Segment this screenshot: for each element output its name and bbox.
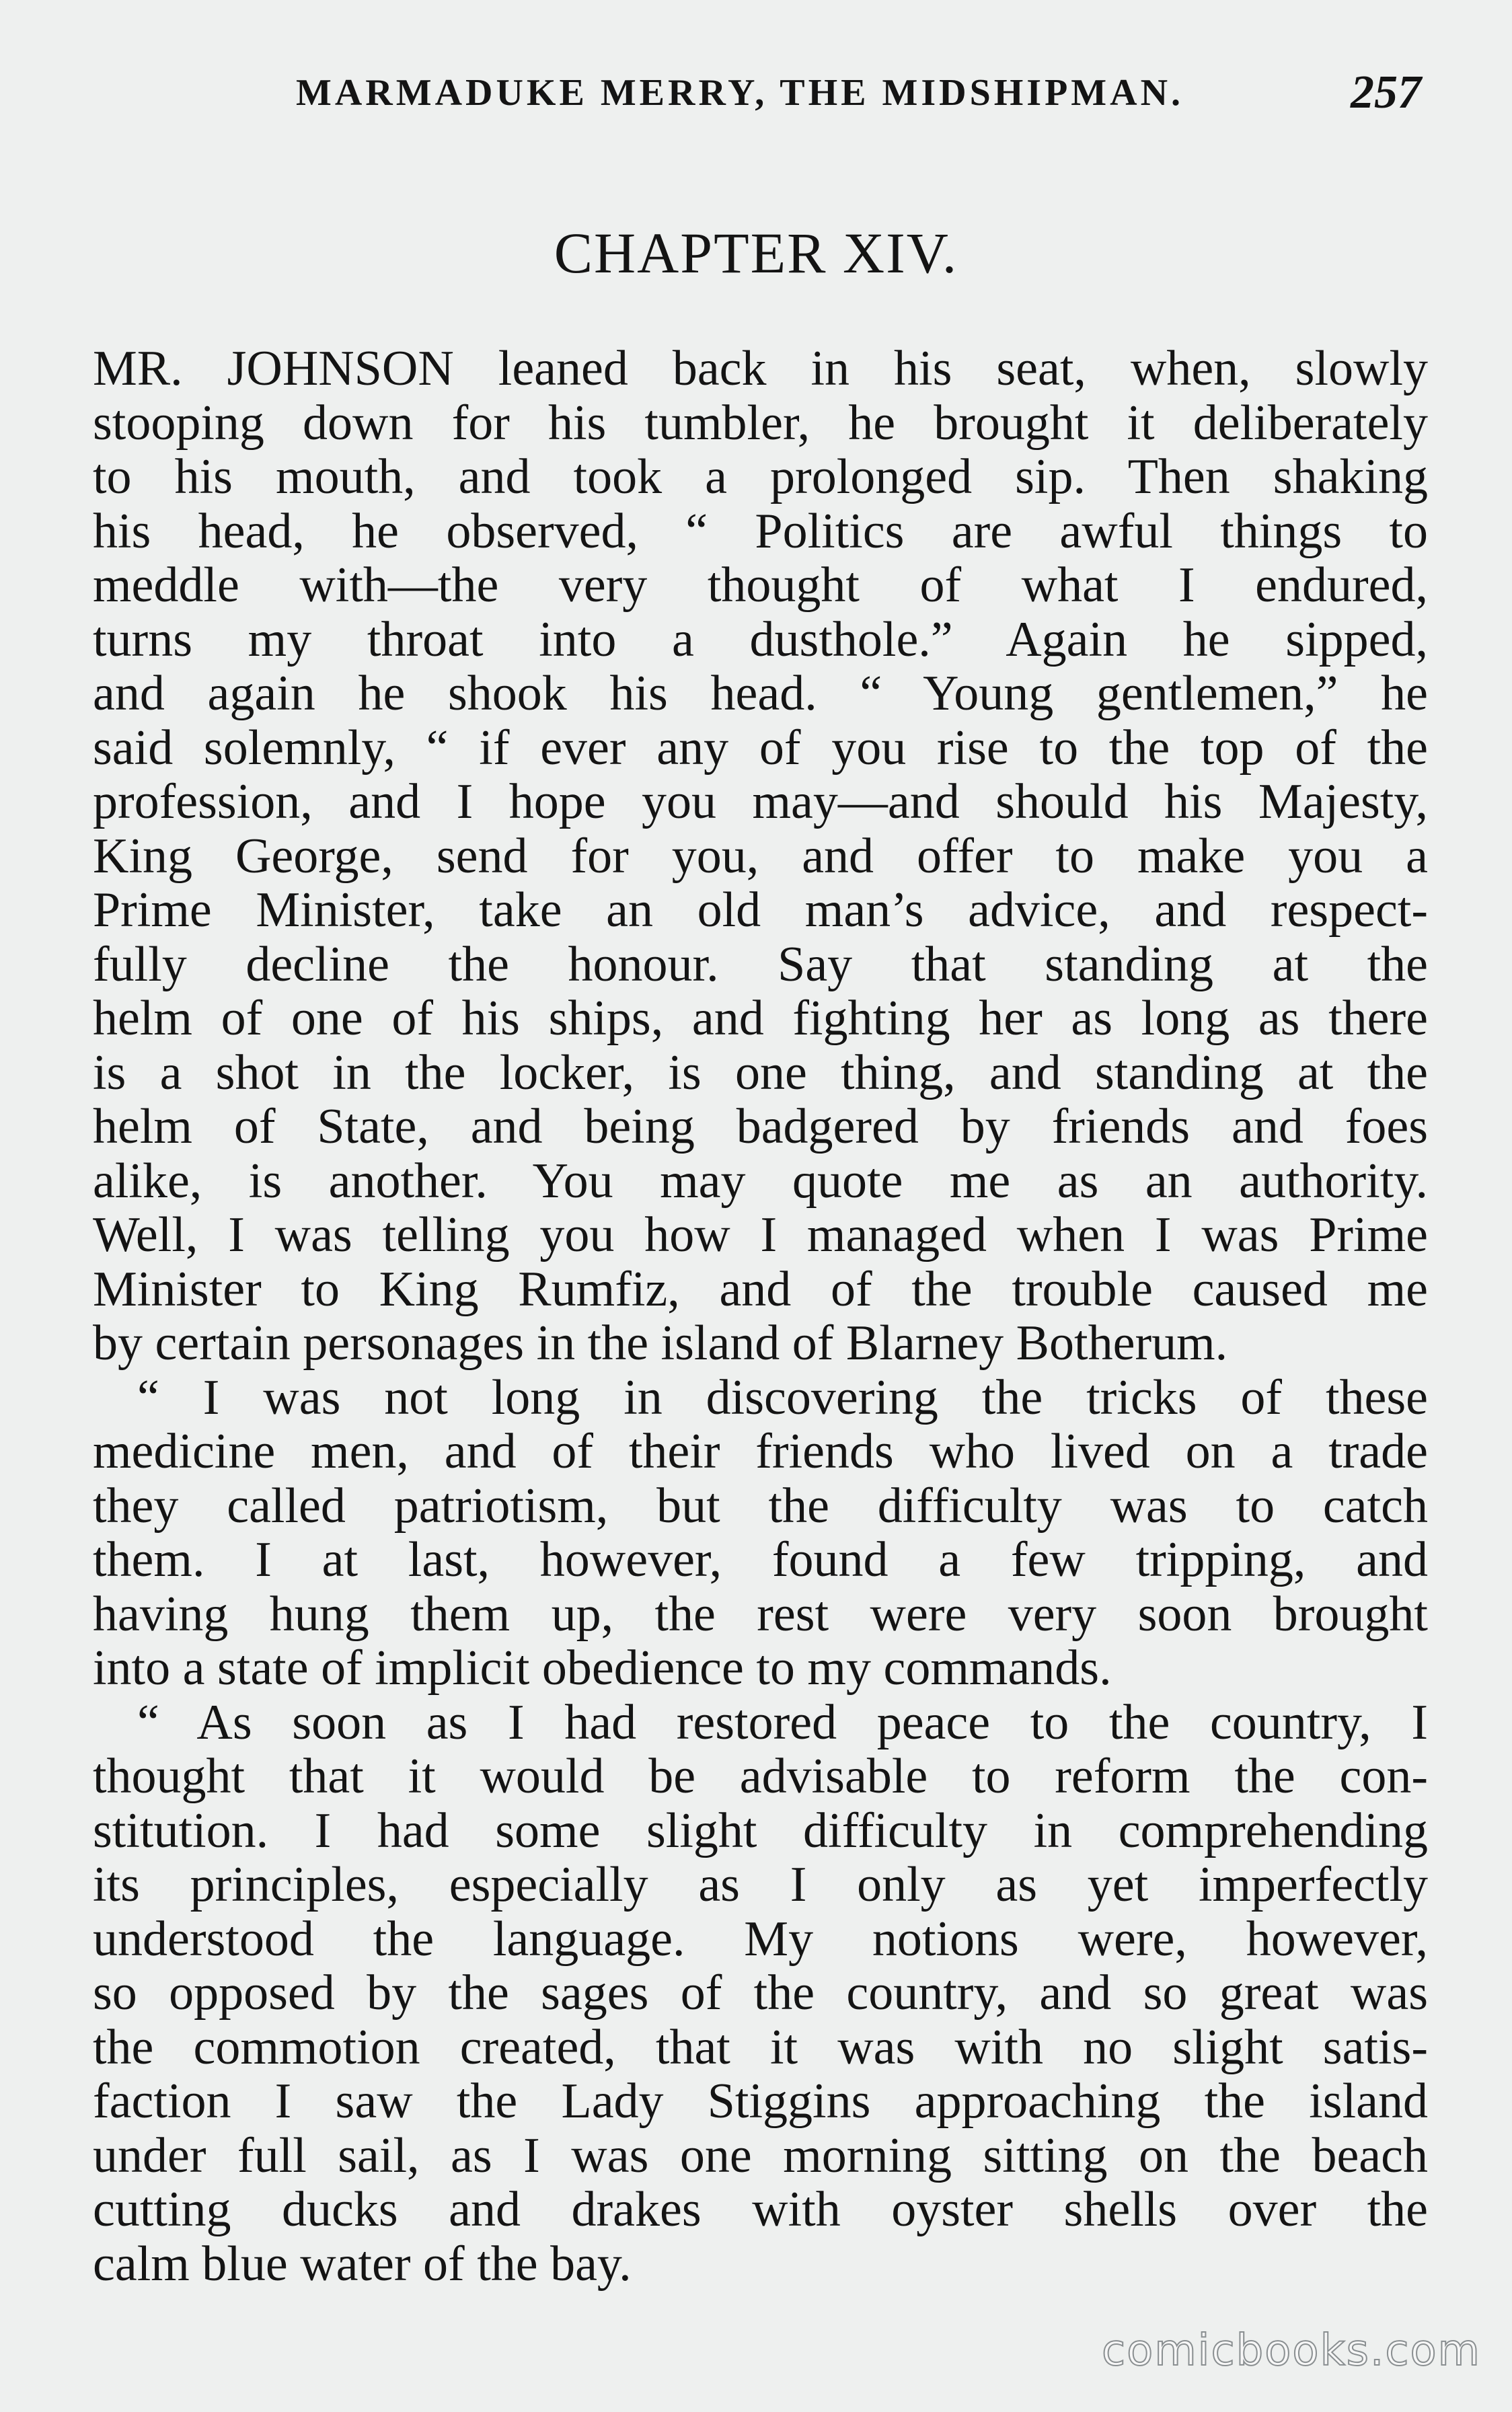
text-line: is a shot in the locker, is one thing, and standing at the: [93, 1045, 1428, 1100]
text-line: to his mouth, and took a prolonged sip. Then shaking: [93, 449, 1428, 504]
running-head: MARMADUKE MERRY, THE MIDSHIPMAN.: [296, 72, 1184, 114]
text-line: King George, send for you, and offer to make you a: [93, 828, 1428, 884]
text-line: Minister to King Rumfiz, and of the trouble caused me: [93, 1261, 1428, 1317]
text-line: stooping down for his tumbler, he brought it deliberately: [93, 395, 1428, 451]
text-line: medicine men, and of their friends who lived on a trade: [93, 1424, 1428, 1479]
text-line: under full sail, as I was one morning sitting on the beach: [93, 2127, 1428, 2183]
text-line: the commotion created, that it was with no slight satis-: [93, 2019, 1428, 2075]
text-line: fully decline the honour. Say that standing at the: [93, 936, 1428, 992]
watermark-logo: comicbooks.com: [1101, 2326, 1481, 2376]
text-line: alike, is another. You may quote me as an authority.: [93, 1153, 1428, 1209]
text-line: Prime Minister, take an old man’s advice, and respect-: [93, 882, 1428, 938]
chapter-title: CHAPTER XIV.: [554, 221, 958, 285]
text-line: Well, I was telling you how I managed when I was Prime: [93, 1207, 1428, 1262]
text-line: into a state of implicit obedience to my commands.: [93, 1641, 1112, 1696]
text-line: stitution. I had some slight difficulty in comprehending: [93, 1803, 1428, 1858]
text-line: and again he shook his head. “ Young gentlemen,” he: [93, 666, 1428, 721]
text-line: cutting ducks and drakes with oyster shells over the: [93, 2182, 1428, 2237]
text-line: so opposed by the sages of the country, and so great was: [93, 1965, 1428, 2021]
page-number: 257: [1351, 67, 1421, 118]
text-line: “ As soon as I had restored peace to the country, I: [137, 1694, 1428, 1750]
text-line: profession, and I hope you may—and should his Majesty,: [93, 774, 1428, 829]
text-line: said solemnly, “ if ever any of you rise to the top of the: [93, 720, 1428, 776]
text-line: calm blue water of the bay.: [93, 2236, 632, 2292]
text-line: having hung them up, the rest were very soon brought: [93, 1586, 1428, 1642]
text-line: helm of one of his ships, and fighting her as long as there: [93, 991, 1428, 1046]
text-line: turns my throat into a dusthole.” Again he sipped,: [93, 611, 1428, 667]
body-text: [93, 342, 1428, 2291]
text-line: meddle with—the very thought of what I endured,: [93, 558, 1428, 613]
text-line: faction I saw the Lady Stiggins approaching the island: [93, 2074, 1428, 2129]
text-line: MR. JOHNSON leaned back in his seat, when, slowly: [93, 341, 1428, 396]
text-line: them. I at last, however, found a few tripping, and: [93, 1532, 1428, 1587]
text-line: helm of State, and being badgered by friends and foes: [93, 1099, 1428, 1154]
text-line: “ I was not long in discovering the tricks of these: [137, 1369, 1428, 1425]
text-line: they called patriotism, but the difficulty was to catch: [93, 1478, 1428, 1534]
text-line: understood the language. My notions were, however,: [93, 1911, 1428, 1967]
text-line: its principles, especially as I only as yet imperfectly: [93, 1857, 1428, 1912]
text-line: by certain personages in the island of Blarney Botherum.: [93, 1316, 1228, 1371]
text-line: his head, he observed, “ Politics are awful things to: [93, 503, 1428, 559]
text-line: thought that it would be advisable to reform the con-: [93, 1749, 1428, 1804]
